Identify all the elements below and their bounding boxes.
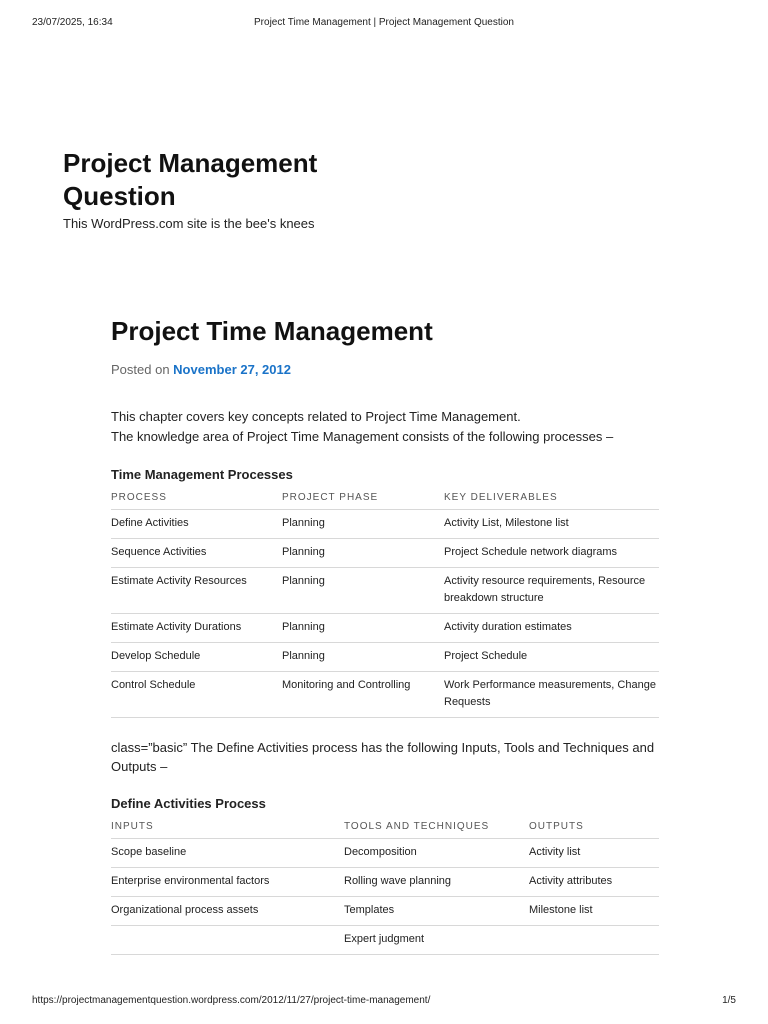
define-activities-table: [111, 817, 659, 955]
intro-line: The knowledge area of Project Time Management consists of the following processes –: [111, 429, 614, 444]
table-cell: Activity attributes: [529, 868, 659, 897]
table-cell: [111, 926, 344, 955]
table-cell: Expert judgment: [344, 926, 529, 955]
table-cell: Project Schedule network diagrams: [444, 539, 659, 568]
table-caption: Time Management Processes: [111, 467, 293, 482]
table-row: [111, 539, 659, 568]
table-cell: Activity duration estimates: [444, 614, 659, 643]
table-header-row: [111, 488, 659, 510]
post-meta: [111, 362, 659, 377]
define-activities-section: [111, 796, 659, 955]
column-header: PROCESS: [111, 488, 282, 510]
column-header: OUTPUTS: [529, 817, 659, 839]
table-row: [111, 614, 659, 643]
time-management-processes-section: [111, 467, 659, 718]
table-cell: Activity resource requirements, Resource breakdown structure: [444, 568, 659, 614]
table-cell: Activity List, Milestone list: [444, 510, 659, 539]
print-header: [32, 17, 736, 31]
table-cell: Scope baseline: [111, 839, 344, 868]
table-cell: Estimate Activity Resources: [111, 568, 282, 614]
table-row: [111, 643, 659, 672]
site-header: [63, 147, 383, 231]
print-datetime: 23/07/2025, 16:34: [32, 17, 113, 28]
table-cell: [529, 926, 659, 955]
table-cell: Enterprise environmental factors: [111, 868, 344, 897]
table-cell: Decomposition: [344, 839, 529, 868]
table-cell: Planning: [282, 614, 444, 643]
table-cell: Templates: [344, 897, 529, 926]
table-cell: Planning: [282, 568, 444, 614]
column-header: KEY DELIVERABLES: [444, 488, 659, 510]
post-article: [111, 314, 659, 955]
table-cell: Work Performance measurements, Change Requests: [444, 672, 659, 718]
table-cell: Activity list: [529, 839, 659, 868]
post-intro: [111, 407, 659, 447]
column-header: INPUTS: [111, 817, 344, 839]
post-title: Project Time Management: [111, 316, 433, 346]
table-cell: Organizational process assets: [111, 897, 344, 926]
site-title[interactable]: Project Management Question: [63, 148, 318, 211]
table-cell: Sequence Activities: [111, 539, 282, 568]
table-row: [111, 672, 659, 718]
table-cell: Develop Schedule: [111, 643, 282, 672]
table-cell: Control Schedule: [111, 672, 282, 718]
table-row: [111, 568, 659, 614]
table-cell: Estimate Activity Durations: [111, 614, 282, 643]
table-row: [111, 510, 659, 539]
page-url: https://projectmanagementquestion.wordpress.com/2012/11/27/project-time-management/: [32, 995, 431, 1006]
table-cell: Planning: [282, 510, 444, 539]
table-cell: Monitoring and Controlling: [282, 672, 444, 718]
table-header-row: [111, 817, 659, 839]
intro-line: This chapter covers key concepts related to Project Time Management.: [111, 409, 521, 424]
column-header: PROJECT PHASE: [282, 488, 444, 510]
posted-on-label: Posted on: [111, 362, 170, 377]
table-cell: Planning: [282, 539, 444, 568]
post-date-link[interactable]: November 27, 2012: [173, 362, 291, 377]
page-number: 1/5: [722, 995, 736, 1006]
table-row: [111, 926, 659, 955]
time-management-processes-table: [111, 488, 659, 718]
column-header: TOOLS AND TECHNIQUES: [344, 817, 529, 839]
table-row: [111, 868, 659, 897]
table-cell: Rolling wave planning: [344, 868, 529, 897]
table-row: [111, 897, 659, 926]
table-cell: Milestone list: [529, 897, 659, 926]
site-tagline: This WordPress.com site is the bee's knees: [63, 216, 315, 231]
table-caption: Define Activities Process: [111, 796, 266, 811]
table-row: [111, 839, 659, 868]
table-cell: Project Schedule: [444, 643, 659, 672]
table-cell: Planning: [282, 643, 444, 672]
print-footer: [32, 995, 736, 1009]
print-document-title: Project Time Management | Project Management Question: [254, 17, 514, 28]
define-activities-intro: class=”basic” The Define Activities process has the following Inputs, Tools and Techniques and Outputs –: [111, 740, 655, 774]
table-cell: Define Activities: [111, 510, 282, 539]
